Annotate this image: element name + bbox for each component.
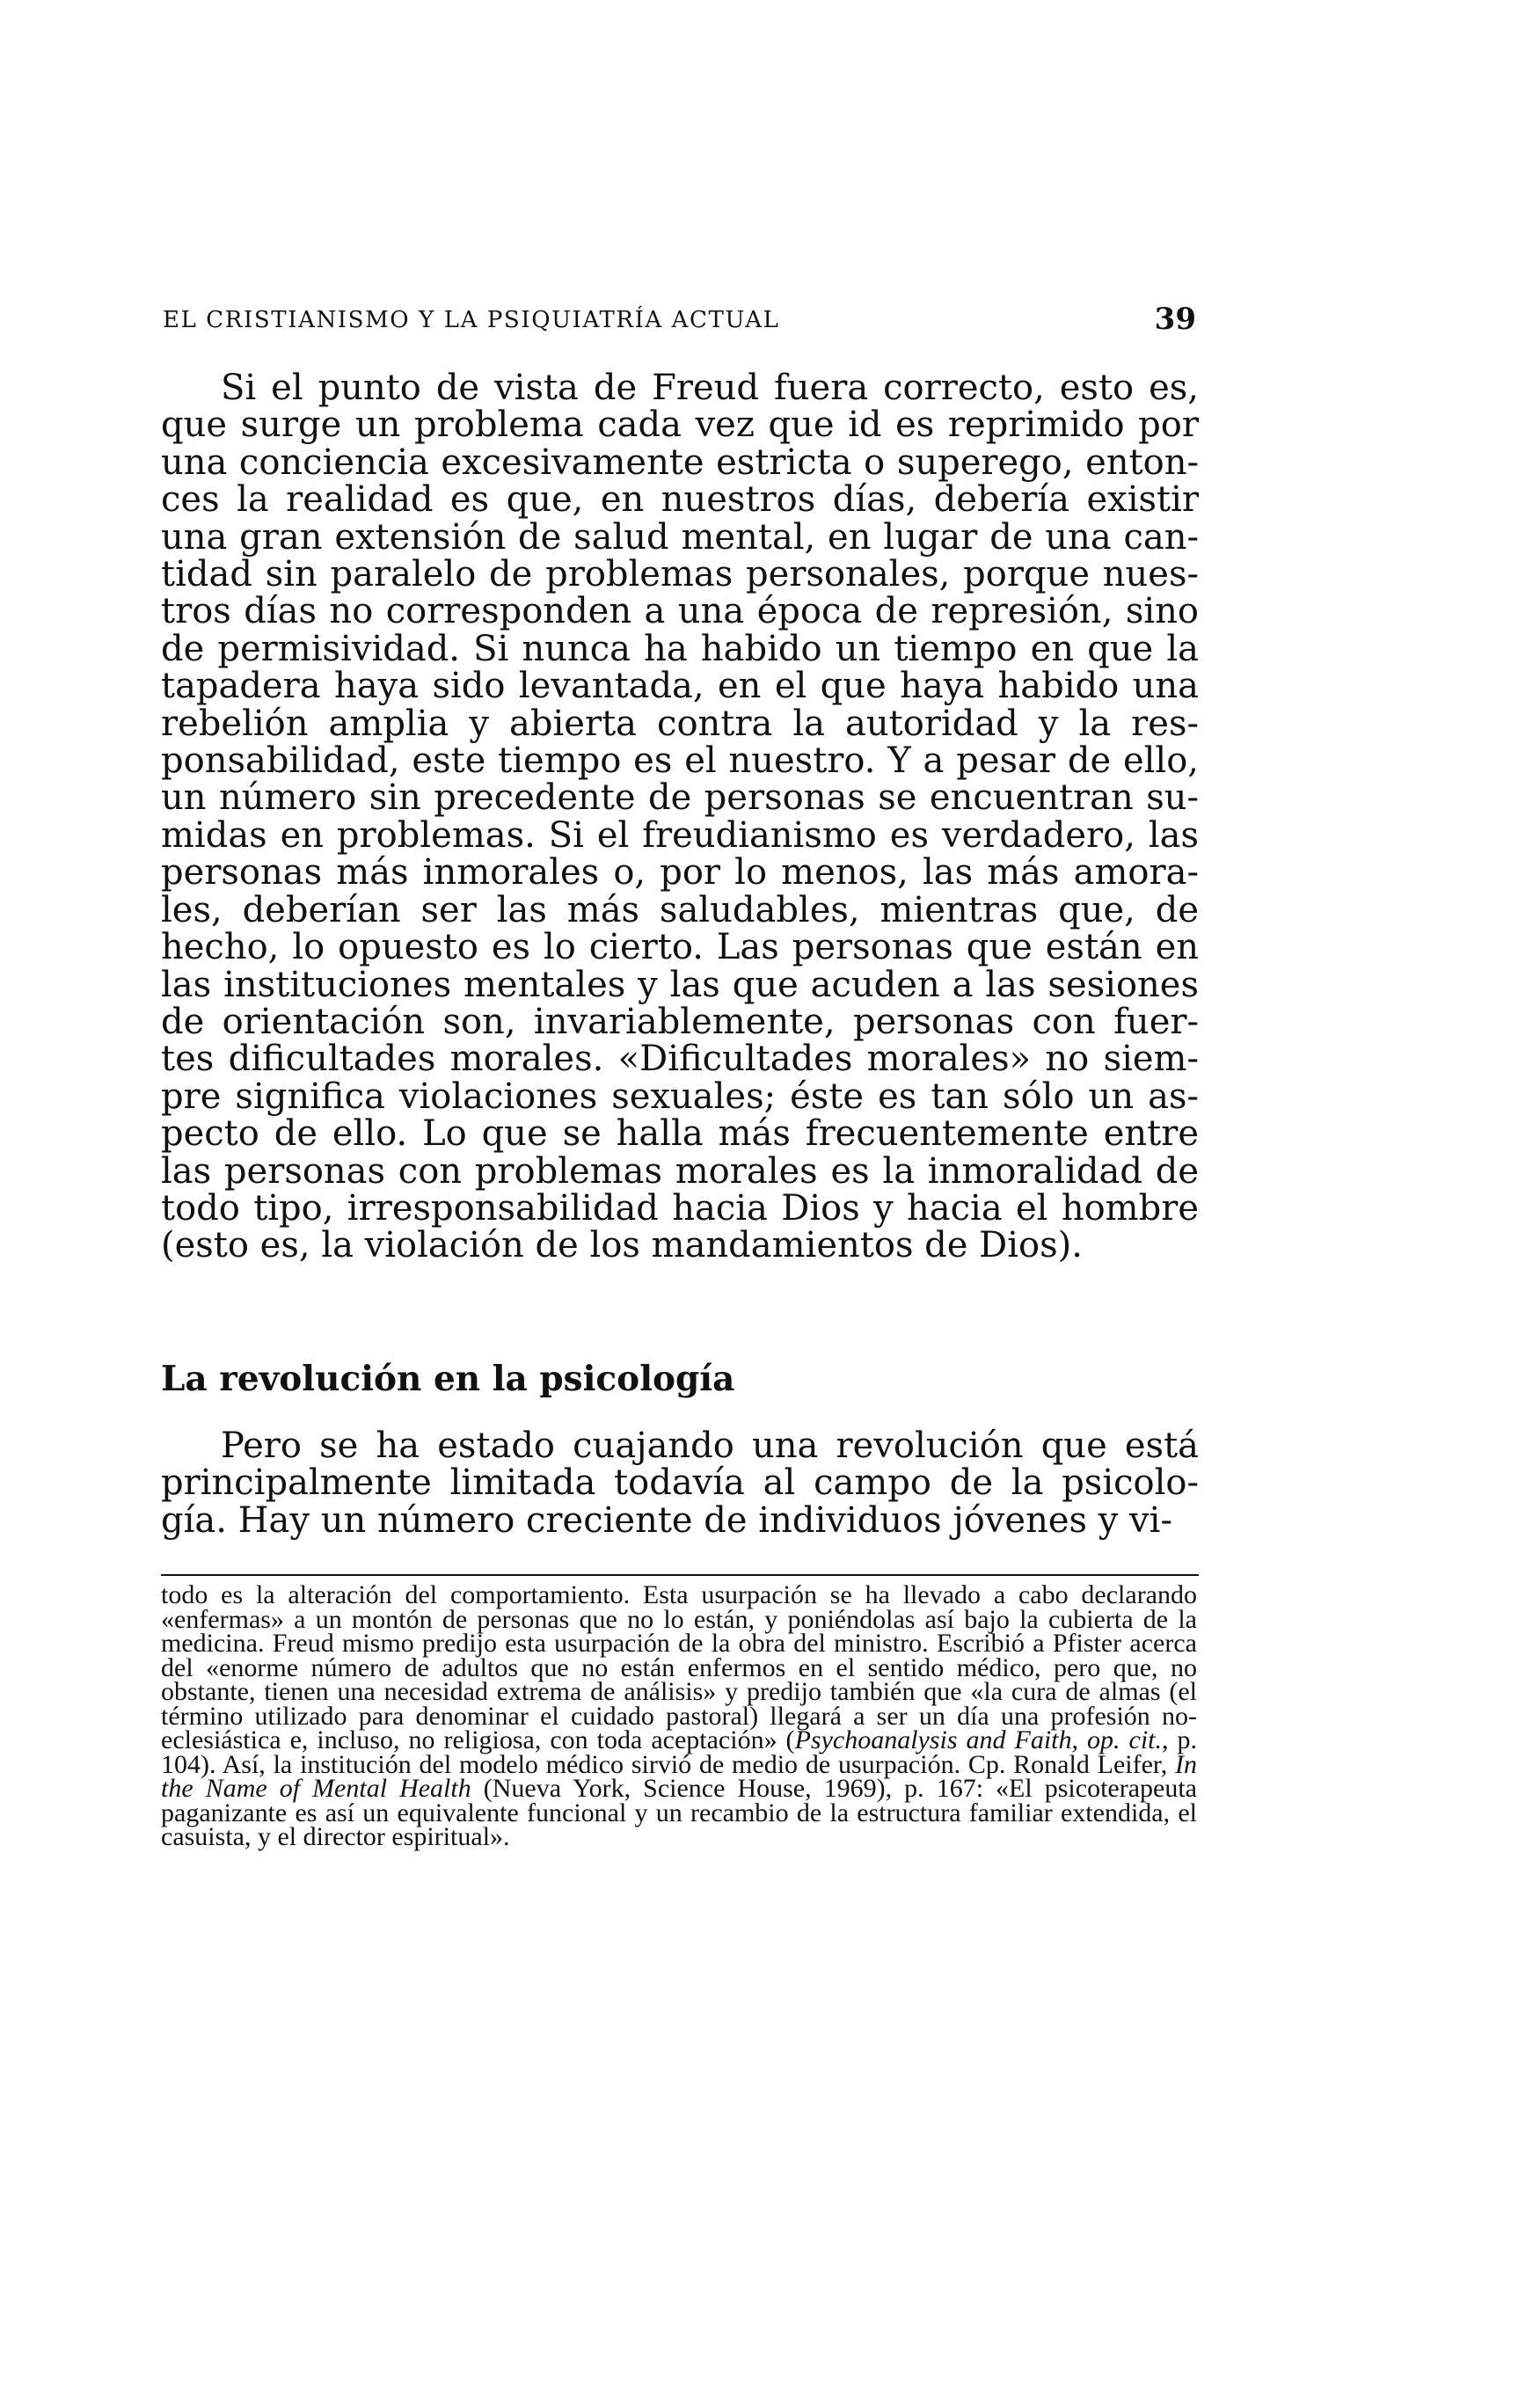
footnote-text: todo es la alteración del comportamiento. Esta usurpación se ha llevado a cabo declarando «enfermas» a un montón de personas que no lo están, y poniéndolas así bajo la cubierta de la medicina. Freud mismo predijo esta usurpación de la obra del ministro. Escribió a Pfister acerca del «enorme número de adultos que no están enfermos en el sentido médico, pero que, no obstante, tienen una necesidad extrema de análisis» y predijo también que «la cura de almas (el término utilizado para denominar el cuidado pastoral) llegará a ser un día una profesión no-eclesiástica e, incluso, no religiosa, con toda aceptación» ( [161, 1580, 1197, 1754]
main-text [161, 368, 1199, 1541]
footnote-citation-title: In the Name of Mental Health [161, 1749, 1197, 1803]
body-paragraph: Si el punto de vista de Freud fuera correcto, esto es, que surge un problema cada vez que id es reprimido por una conciencia excesivamente estricta o superego, entonces la realidad es que, en nuestros días, debería existir una gran extensión de salud mental, en lugar de una cantidad sin paralelo de problemas personales, porque nuestros días no corresponden a una época de represión, sino de permisividad. Si nunca ha habido un tiempo en que la tapadera haya sido levantada, en el que haya habido una rebelión amplia y abierta contra la autoridad y la responsabilidad, este tiempo es el nuestro. Y a pesar de ello, un número sin precedente de personas se encuentran sumidas en problemas. Si el freudianismo es verdadero, las personas más inmorales o, por lo menos, las más amorales, deberían ser las más saludables, mientras que, de hecho, lo opuesto es lo cierto. Las personas que están en las instituciones mentales y las que acuden a las sesiones de orientación son, invariablemente, personas con fuertes dificultades morales. «Dificultades morales» no siempre significa violaciones sexuales; éste es tan sólo un aspecto de ello. Lo que se halla más frecuentemente entre las personas con problemas morales es la inmoralidad de todo tipo, irresponsabilidad hacia Dios y hacia el hombre (esto es, la violación de los mandamientos de Dios). [161, 368, 1199, 1266]
running-title: EL CRISTIANISMO Y LA PSIQUIATRÍA ACTUAL [163, 307, 780, 333]
section-heading: La revolución en la psicología [161, 1359, 735, 1399]
footnote-citation-title: Psychoanalysis and Faith, op. cit. [794, 1725, 1163, 1754]
footnote-text: , p. 104). Así, la institución del modelo médico sirvió de medio de usurpación. Cp. Ronald Leifer, [161, 1725, 1198, 1779]
footnote-text: (Nueva York, Science House, 1969), p. 167: «El psicoterapeuta paganizante es así un equivalente funcional y un recambio de la estructura familiar extendida, el casuista, y el director espiritual». [161, 1774, 1197, 1851]
page-number: 39 [1154, 302, 1196, 337]
running-header [163, 302, 1196, 346]
section-body [161, 1427, 1199, 1539]
footnote-divider [161, 1574, 1199, 1576]
footnote [161, 1580, 1198, 1851]
body-paragraph: Pero se ha estado cuajando una revolución que está principalmente limitada todavía al campo de la psicología. Hay un número creciente de individuos jóvenes y vi- [161, 1426, 1199, 1541]
